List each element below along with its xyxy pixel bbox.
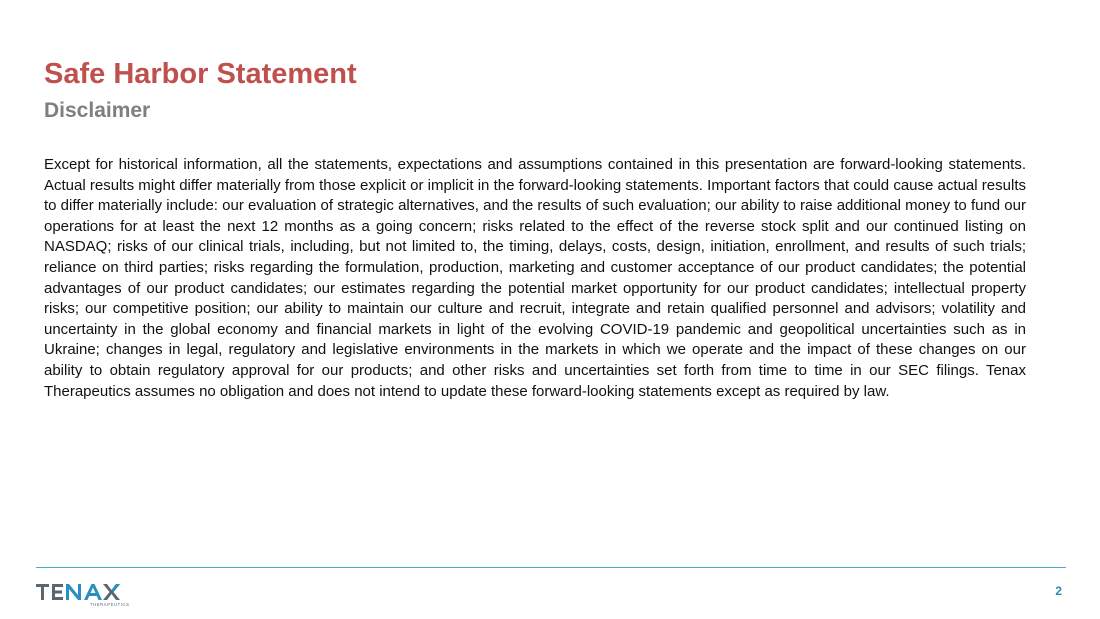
slide-title: Safe Harbor Statement xyxy=(44,58,357,90)
slide-subtitle: Disclaimer xyxy=(44,99,151,122)
disclaimer-text: Except for historical information, all the statements, expectations and assumptions contained in this presentation are forward-looking statements. Actual results might differ materially from those explicit or implicit in the forward-looking statements. Important factors that could cause actual results to differ materially include: our evaluation of strategic alternatives, and the results of such evaluation; our ability to raise additional money to fund our operations for at least the next 12 months as a going concern; risks related to the effect of the reverse stock split and our continued listing on NASDAQ; risks of our clinical trials, including, but not limited to, the timing, delays, costs, design, initiation, enrollment, and results of such trials; reliance on third parties; risks regarding the formulation, production, marketing and customer acceptance of our product candidates; the potential advantages of our product candidates; our estimates regarding the potential market opportunity for our product candidates; intellectual property risks; our competitive position; our ability to maintain our culture and recruit, integrate and retain qualified personnel and advisors; volatility and uncertainty in the global economy and financial markets in light of the evolving COVID-19 pandemic and geopolitical uncertainties such as in Ukraine; changes in legal, regulatory and legislative environments in the markets in which we operate and the impact of these changes on our ability to obtain regulatory approval for our products; and other risks and uncertainties set forth from time to time in our SEC filings. Tenax Therapeutics assumes no obligation and does not intend to update these forward-looking statements except as required by law. xyxy=(44,156,1026,400)
tenax-logo xyxy=(36,580,146,608)
page-number: 2 xyxy=(1055,584,1062,598)
footer-divider xyxy=(36,567,1066,568)
logo-tagline: THERAPEUTICS xyxy=(90,602,130,607)
